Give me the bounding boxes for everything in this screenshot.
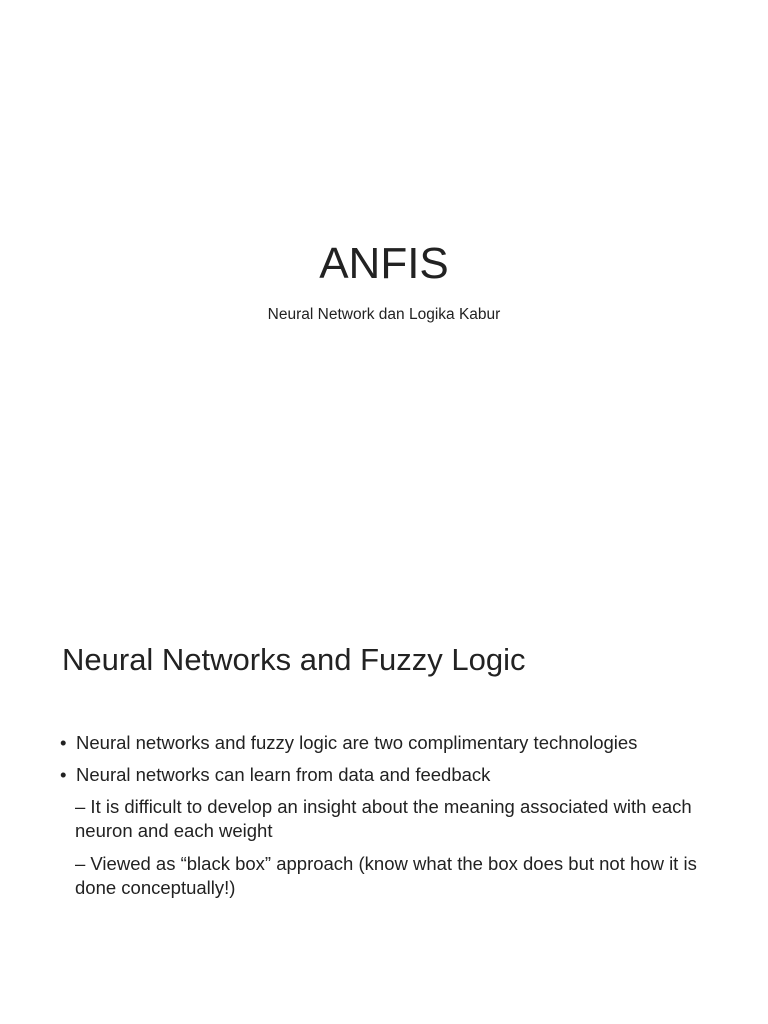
bullet-text: Neural networks can learn from data and feedback bbox=[76, 764, 491, 785]
slide-title: ANFIS bbox=[319, 239, 449, 288]
bullet-marker: • bbox=[60, 764, 67, 785]
bullet-item bbox=[60, 763, 720, 787]
sub-bullet-text: – It is difficult to develop an insight about the meaning associated with each neuron and each weight bbox=[75, 796, 692, 841]
bullet-item bbox=[60, 731, 720, 755]
sub-bullet-text: – Viewed as “black box” approach (know what the box does but not how it is done conceptually!) bbox=[75, 853, 697, 898]
sub-bullet-item bbox=[60, 795, 720, 843]
bullet-marker: • bbox=[60, 732, 67, 753]
bullet-list bbox=[60, 731, 720, 909]
slide-neural-fuzzy bbox=[0, 576, 768, 1024]
slide-subtitle: Neural Network dan Logika Kabur bbox=[267, 306, 501, 323]
bullet-text: Neural networks and fuzzy logic are two complimentary technologies bbox=[76, 732, 638, 753]
slide-heading: Neural Networks and Fuzzy Logic bbox=[62, 642, 526, 677]
sub-bullet-item bbox=[60, 852, 720, 900]
